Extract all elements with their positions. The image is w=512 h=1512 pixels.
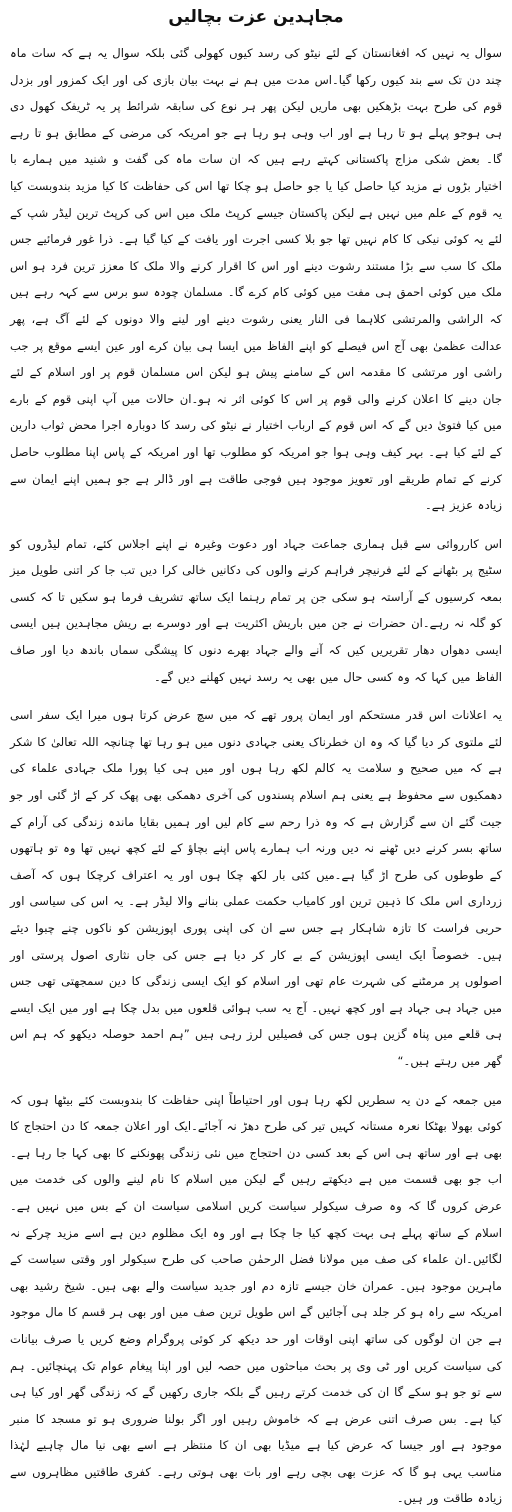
article-paragraph: سوال یہ نہیں کہ افغانستان کے لئے نیٹو کی رسد کیوں کھولی گئی بلکہ سوال یہ ہے کہ سات ماہ چند دن تک سے بند کیوں رکھا گیا۔اس مدت میں ہم نے بہت بیان بازی کی اور ایک کمزور اور بزدل قوم کی طرح بہت بڑھکیں بھی ماریں لیکن پھر ہر نوع کی سابقہ شرائط پر یہ ٹریفک کھول دی ہی ہوجو پہلے ہو تا رہا ہے اور اب وہی ہو رہا ہے جو امریکہ کی مرضی کے مطابق ہو تا رہے گا۔ بعض شکی مزاج پاکستانی کہتے رہے ہیں کہ ان سات ماہ کی گفت و شنید میں ہمارے با اختیار بڑوں نے مزید کیا حاصل کیا یا جو حاصل ہو چکا تھا اس کی حفاظت کا کیا مزید بندوبست کیا یہ قوم کے علم میں نہیں ہے لیکن پاکستان جیسے کرپٹ ملک میں اس کی کرپٹ ترین لیڈر شپ کے لئے یہ کوئی نیکی کا کام نہیں تھا جو بلا کسی اجرت اور یافت کے کیا گیا ہے۔ ذرا غور فرمائیے جس ملک کا سب سے بڑا مستند رشوت دینے اور اس کا اقرار کرنے والا ملک کا معزز ترین فرد ہو اس ملک میں کوئی احمق ہی مفت میں کوئی کام کرے گا۔ مسلمان چودہ سو برس سے کہہ رہے ہیں کہ الراشی والمرتشی کلاہما فی النار یعنی رشوت دینے اور لینے والا دونوں کے لئے آگ ہے، پھر عدالت عظمیٰ بھی آج اس فیصلے کو اپنے الفاظ میں ایسا ہی بیان کرے اور عین ایسے موقع پر جب راشی اور مرتشی کا مقدمہ اس کے سامنے پیش ہو لیکن اس مسلمان قوم پر اور اسلام کے لئے جان دینے کا اعلان کرنے والی قوم پر اس کا کوئی اثر نہ ہو۔ان حالات میں آپ اپنی قوم کے بارے میں کیا فتویٰ دیں گے کہ اس قوم کے ارباب اختیار نے نیٹو کی رسد کا دوبارہ اجرا محض ثواب دارین کے لئے کیا ہے۔ بہر کیف وہی ہوا جو امریکہ کو مطلوب تھا اور امریکہ کے پاس اپنا مطلوب حاصل کرنے کے تمام طریقے اور تعویز موجود ہیں فوجی طاقت ہے اور ڈالر ہے جو ہمیں اپنے ایمان سے زیادہ عزیز ہے۔	[10, 46, 502, 513]
article-paragraph: اس کارروائی سے قبل ہماری جماعت جہاد اور دعوت وغیرہ نے اپنے اجلاس کئے، تمام لیڈروں کو سٹیج پر بٹھانے کے لئے فرنیچر فراہم کرنے والوں کی دکانیں خالی کرا دیں تب جا کر اتنی طویل میز بمعہ کرسیوں کے آراستہ ہو سکی جن پر تمام رہنما ایک ساتھ تشریف فرما ہو سکیں تا کہ کسی کو گلہ نہ رہے۔ان حضرات نے جن میں باریش اکثریت ہے اور دوسرے بے ریش مجاہدین ہیں ایسی ایسی دھواں دھار تقریریں کیں کہ آنے والے جہاد بھرے دنوں کا پیشگی سماں باندھ دیا اور صاف الفاظ میں کہا کہ وہ کسی حال میں بھی یہ رسد نہیں کھلنے دیں گے۔	[10, 536, 502, 684]
article-paragraph: میں جمعہ کے دن یہ سطریں لکھ رہا ہوں اور احتیاطاً اپنی حفاظت کا بندوبست کئے بیٹھا ہوں کہ کوئی بھولا بھٹکا نعرہ مستانہ کہیں تیر کی طرح دھڑ نہ آجائے۔ایک اور اعلان جمعہ کا دن احتجاج کا بھی ہے اور ساتھ ہی اس کے بعد کسی دن احتجاج میں نئی زندگی پھونکنے کا بھی کہا جا رہا ہے۔اب جو بھی قسمت میں ہے دیکھتے رہیں گے لیکن میں اسلام کا نام لینے والوں کی خدمت میں عرض کروں گا کہ وہ صرف سیکولر سیاست کریں اسلامی سیاست ان کے بس میں نہیں ہے۔ اسلام کے ساتھ پہلے ہی بہت کچھ کیا جا چکا ہے اور وہ ایک مظلوم دین ہے اسے مزید چرکے نہ لگائیں۔ان علماء کی صف میں مولانا فضل الرحمٰن صاحب کی طرح سیکولر اور وقتی سیاست کے ماہرین موجود ہیں۔ عمران خان جیسے تازہ دم اور جدید سیاست والے بھی ہیں۔ شیخ رشید بھی امریکہ سے راہ ہو کر جلد ہی آجائیں گے اس طویل ترین صف میں اور بھی ہر قسم کا مال موجود ہے جن ان لوگوں کی ساتھ اپنی اوقات اور حد دیکھ کر کوئی پروگرام وضع کریں یا صرف بیانات کی سیاست کریں اور ٹی وی پر بحث مباحثوں میں حصہ لیں اور اپنا پیغام عوام تک پہنچائیں۔ ہم سے تو جو ہو سکے گا ان کی خدمت کرتے رہیں گے بلکہ جاری رکھیں گے کہ زندگی گھر اور کیا ہی کیا ہے۔ بس صرف اتنی عرض ہے کہ خاموش رہیں اور اگر بولنا ضروری ہو تو مسجد کا منبر موجود ہے اور جیسا کہ عرض کیا ہے میڈیا بھی ان کا منتظر ہے اسے بھی نیا مال چاہیے لہٰذا مناسب یہی ہو گا کہ عزت بھی بچی رہے اور بات بھی ہوتی رہے۔ کفری طاقتیں مظاہروں سے زیادہ طاقت ور ہیں۔	[10, 1092, 502, 1506]
article-paragraph: یہ اعلانات اس قدر مستحکم اور ایمان پرور تھے کہ میں سچ عرض کرتا ہوں میرا ایک سفر اسی لئے ملتوی کر دیا گیا کہ وہ ان خطرناک یعنی جہادی دنوں میں ہو رہا تھا چنانچہ اللہ تعالیٰ کا شکر ہے کہ میں صحیح و سلامت یہ کالم لکھ رہا ہوں اور میں ہی کیا پورا ملک جہادی علماء کی دھمکیوں سے محفوظ ہے یعنی ہم اسلام پسندوں کی آخری دھمکی بھی پھک کر کے اڑ گئی اور جو جیت گئے ان سے گزارش ہے کہ وہ ذرا رحم سے کام لیں اور ہمیں بقایا ماندہ زندگی کی آرام کے ساتھ بسر کرنے دیں ٹھنے نہ دیں ورنہ اب ہمارے پاس اپنے بچاؤ کے لئے کچھ نہیں تھا وہ تو ہاتھوں کے طوطوں کی طرح اڑ گیا ہے۔میں کئی بار لکھ چکا ہوں اور یہ اعتراف کرچکا ہوں کہ آصف زرداری اس ملک کا ذہین ترین اور کامیاب حکمت عملی بنانے والا لیڈر ہے۔ یہ اس کی سیاسی اور حربی فراست کا تازہ شاہکار ہے جس سے ان کی اپنی پوری اپوزیشن کو ناکوں چنے چبوا دیئے ہیں۔ خصوصاً ایک ایسی اپوزیشن کے بے کار کر دیا ہے جس کی جاں نثاری اصول پرستی اور اصولوں پر مرمٹنے کی شہرت عام تھی اور اسلام کو ایک ایسی زندگی کا دین سمجھتی تھی جس میں جہاد ہی جہاد ہے اور کچھ نہیں۔ آج یہ سب ہوائی قلعوں میں بدل چکا ہے اور میں ایک ایسے ہی قلعے میں پناہ گزین ہوں جس کی فصیلیں لرز رہی ہیں ”ہم احمد حوصلہ دیکھو کہ ہم اس گھر میں رہتے ہیں۔“	[10, 708, 502, 1068]
article-title: مجاہدین عزت بچالیں	[168, 7, 344, 27]
